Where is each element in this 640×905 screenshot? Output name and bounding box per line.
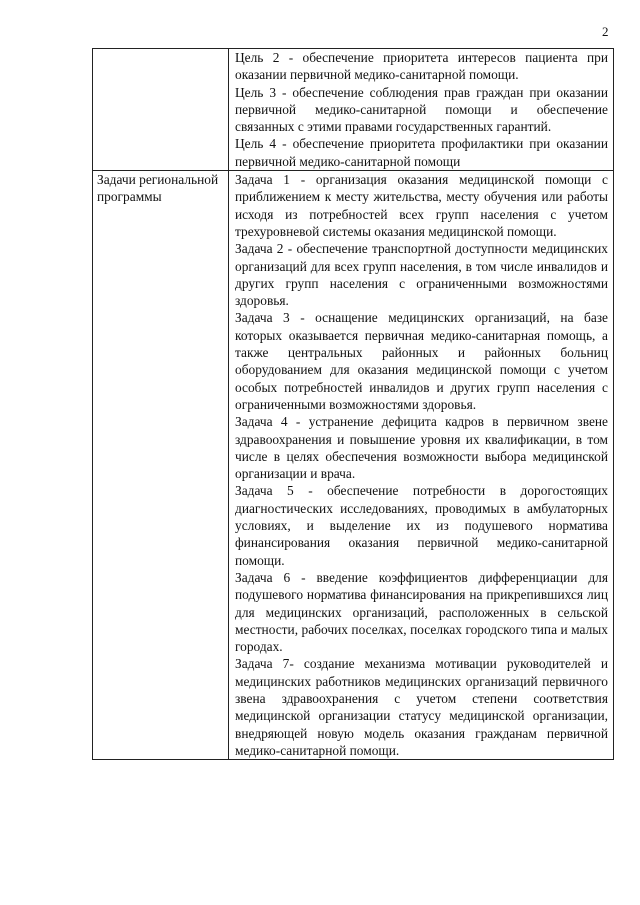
task-7: Задача 7- создание механизма мотивации руководителей и медицинских работников медицинских организаций первичного звена здравоохранения с учетом степени соответствия медицинской организации статусу медицинской организации, внедряющей новую модель оказания гражданам первичной медико-санитарной помощи. — [235, 656, 608, 758]
table-row-goals — [93, 49, 614, 171]
row-label-cell — [93, 171, 229, 760]
goal-2: Цель 2 - обеспечение приоритета интересов пациента при оказании первичной медико-санитарной помощи. — [235, 50, 608, 83]
task-3: Задача 3 - оснащение медицинских организаций, на базе которых оказывается первичная медико-санитарная помощь, а также центральных районных и районных больниц оборудованием для оказания медицинской помощи с учетом особых потребностей инвалидов и других групп населения с ограниченными возможностями здоровья. — [235, 310, 608, 412]
goal-3: Цель 3 - обеспечение соблюдения прав граждан при оказании первичной медико-санитарной помощи и обеспечение связанных с этими правами государственных гарантий. — [235, 84, 608, 135]
row-label-cell — [93, 49, 229, 171]
task-6: Задача 6 - введение коэффициентов дифференциации для подушевого норматива финансирования на прикрепившихся лиц для медицинских организаций, расположенных в сельской местности, рабочих поселках, поселках городского типа и малых городах. — [235, 569, 608, 655]
program-table — [92, 48, 614, 760]
task-5: Задача 5 - обеспечение потребности в дорогостоящих диагностических исследованиях, проводимых в амбулаторных условиях, и выделение их из подушевого норматива финансирования оказания первичной медико-санитарной помощи. — [235, 483, 608, 568]
goal-4: Цель 4 - обеспечение приоритета профилактики при оказании первичной медико-санитарной помощи — [235, 136, 608, 169]
task-1: Задача 1 - организация оказания медицинской помощи с приближением к месту жительства, месту обучения или работы исходя из потребностей всех групп населения с учетом трехуровневой системы оказания медицинской помощи. — [235, 172, 608, 239]
page-number: 2 — [602, 24, 609, 39]
table-row-tasks — [93, 171, 614, 760]
task-2: Задача 2 - обеспечение транспортной доступности медицинских организаций для всех групп населения, в том числе инвалидов и других групп населения с ограниченными возможностями здоровья. — [235, 241, 608, 309]
row-label-tasks: Задачи региональной программы — [97, 172, 219, 205]
row-content-cell — [229, 171, 614, 760]
task-4: Задача 4 - устранение дефицита кадров в первичном звене здравоохранения и повышение уровня их квалификации, в том числе в целях обеспечения возможности выбора медицинской организации и врача. — [235, 414, 608, 482]
row-content-cell — [229, 49, 614, 171]
